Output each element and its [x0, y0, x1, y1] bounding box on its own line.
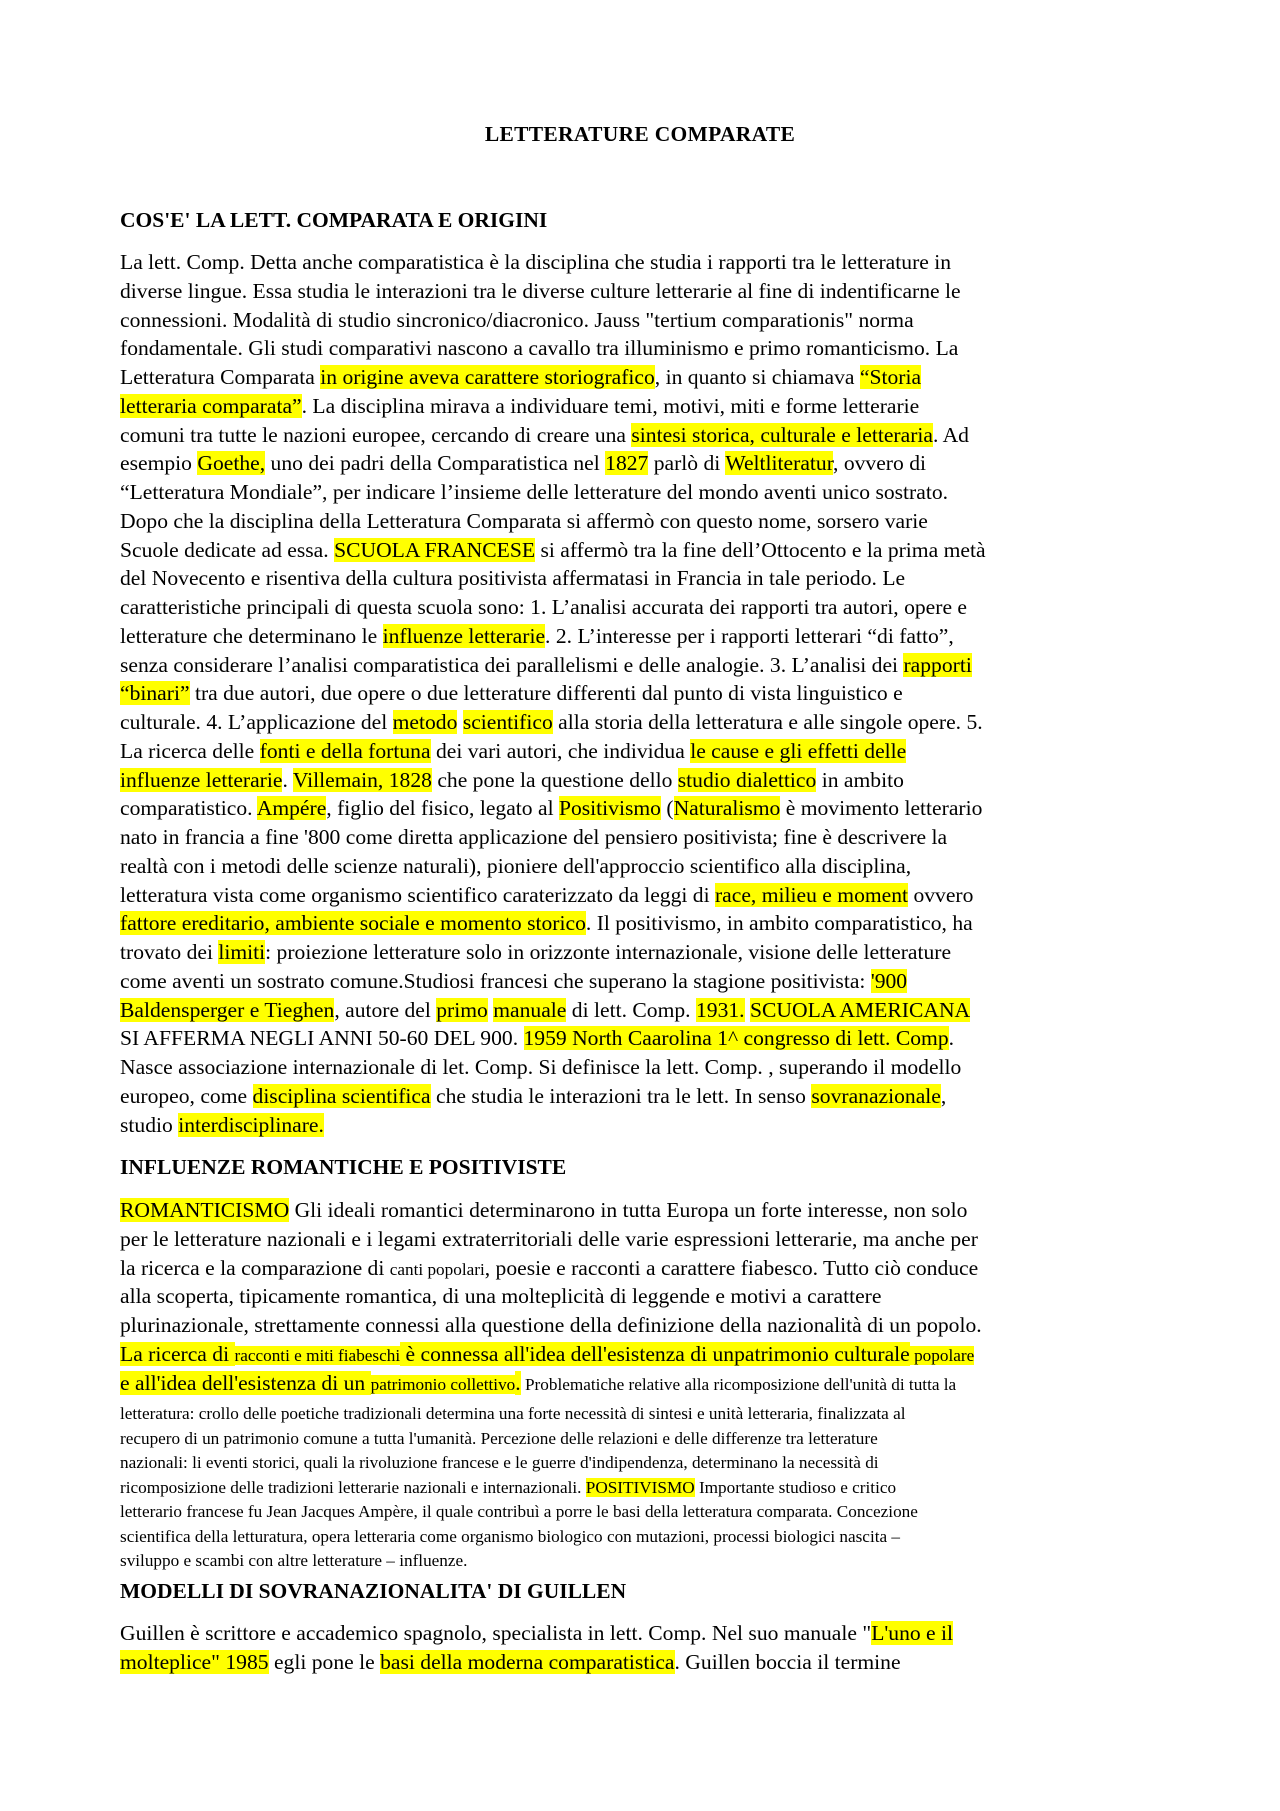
text-run: letterature che determinano le	[120, 623, 383, 648]
section-body-influenze	[120, 1196, 1180, 1397]
highlighted-text: Naturalismo	[673, 796, 781, 821]
highlighted-text: le cause e gli effetti delle	[690, 738, 907, 763]
text-line	[120, 852, 1180, 881]
text-run: nazionali: li eventi storici, quali la rivoluzione francese e le guerre d'indipendenza, determinano la necessità di	[120, 1453, 879, 1472]
highlighted-text: fattore ereditario, ambiente sociale e momento storico	[120, 911, 586, 936]
text-line	[120, 1196, 1180, 1225]
text-run: senza considerare l’analisi comparatistica dei parallelismi e delle analogie. 3. L’analisi dei	[120, 652, 904, 677]
text-run: nato in francia a fine '800 come diretta applicazione del pensiero positivista; fine è descrivere la	[120, 825, 948, 849]
text-line	[120, 564, 1180, 593]
text-run: si affermò tra la fine dell’Ottocento e la prima metà	[535, 537, 986, 562]
text-line	[120, 1648, 1180, 1677]
text-run: . Guillen boccia il termine	[674, 1649, 901, 1674]
text-run: dei vari autori, che individua	[430, 738, 691, 763]
text-line	[120, 651, 1180, 680]
highlighted-text: manuale	[493, 997, 567, 1022]
text-run: studio	[120, 1112, 179, 1137]
text-run	[457, 710, 462, 734]
section-heading-influenze: INFLUENZE ROMANTICHE E POSITIVISTE	[120, 1155, 567, 1179]
highlighted-text: metodo	[392, 710, 458, 734]
text-run: , ovvero di	[833, 451, 926, 476]
text-line	[120, 536, 1180, 565]
text-run: letteratura vista come organismo scientifico caraterizzato da leggi di	[120, 882, 715, 907]
text-run: canti popolari	[389, 1259, 485, 1279]
highlighted-text: sintesi storica, culturale e letteraria	[631, 422, 933, 447]
text-run: , in quanto si chiamava	[654, 365, 860, 389]
text-run: . La disciplina mirava a individuare temi, motivi, miti e forme letterarie	[301, 393, 920, 418]
highlighted-text: e all'idea dell'esistenza di un	[120, 1370, 371, 1395]
text-line	[120, 1451, 1180, 1476]
highlighted-text: scientifico	[462, 710, 553, 734]
section-heading-guillen: MODELLI DI SOVRANAZIONALITA' DI GUILLEN	[120, 1579, 627, 1603]
text-line	[120, 881, 1180, 910]
text-run: La ricerca delle	[120, 738, 260, 763]
text-line	[120, 708, 1180, 737]
highlighted-text: Villemain, 1828	[292, 767, 432, 792]
highlighted-text: race, milieu e moment	[714, 882, 909, 907]
highlighted-text: influenze letterarie	[382, 623, 546, 648]
text-line	[120, 679, 1180, 708]
text-run: tra due autori, due opere o due letterature differenti dal punto di vista linguistico e	[189, 681, 903, 706]
section-heading-origini: COS'E' LA LETT. COMPARATA E ORIGINI	[120, 208, 548, 232]
text-run: europeo, come	[120, 1083, 253, 1108]
highlighted-text: patrimonio collettivo	[370, 1374, 516, 1394]
text-run: plurinazionale, strettamente connessi alla questione della definizione della nazionalità di un popolo.	[120, 1313, 982, 1337]
text-line	[120, 1402, 1180, 1427]
text-line	[120, 1549, 1180, 1574]
text-run: Letteratura Comparata	[120, 365, 321, 389]
text-line	[120, 1254, 1180, 1283]
text-line	[120, 277, 1180, 306]
text-line	[120, 1053, 1180, 1082]
highlighted-text: racconti e miti fiabeschi	[234, 1345, 401, 1365]
highlighted-text: patrimonio culturale	[734, 1341, 910, 1366]
section-body-influenze-small	[120, 1402, 1180, 1574]
highlighted-text: basi della moderna comparatistica	[380, 1649, 675, 1674]
highlighted-text: studio dialettico	[677, 767, 817, 792]
text-line	[120, 593, 1180, 622]
text-line	[120, 737, 1180, 766]
text-run: . 2. L’interesse per i rapporti letterari “di fatto”,	[545, 623, 954, 648]
text-line	[120, 1369, 1180, 1398]
highlighted-text: La ricerca di	[120, 1341, 235, 1366]
text-run: come aventi un sostrato comune.Studiosi francesi che superano la stagione positivista:	[120, 968, 871, 993]
highlighted-text: Ampére	[256, 796, 327, 821]
text-line	[120, 794, 1180, 823]
text-run: Guillen è scrittore e accademico spagnolo, specialista in lett. Comp. Nel suo manuale "	[120, 1621, 872, 1645]
text-run: trovato dei	[120, 940, 219, 964]
highlighted-text: 1959 North Caarolina 1^ congresso di lett. Comp	[523, 1026, 949, 1051]
page-title: LETTERATURE COMPARATE	[484, 122, 796, 146]
highlighted-text: SCUOLA AMERICANA	[749, 997, 971, 1022]
text-run: , autore del	[334, 997, 437, 1022]
text-line	[120, 1427, 1180, 1452]
text-line	[120, 967, 1180, 996]
highlighted-text: ROMANTICISMO	[120, 1198, 290, 1222]
text-run: che pone la questione dello	[431, 767, 678, 792]
highlighted-text: 1827	[605, 451, 649, 476]
text-line	[120, 1311, 1180, 1340]
highlighted-text: disciplina scientifica	[252, 1083, 431, 1108]
text-line	[120, 1340, 1180, 1369]
text-run: . Ad	[932, 422, 969, 447]
text-run: ovvero	[908, 882, 974, 907]
text-run: è movimento letterario	[780, 796, 983, 821]
text-run: letteratura: crollo delle poetiche tradizionali determina una forte necessità di sintesi e unità letteraria, finalizzata al	[120, 1404, 906, 1423]
text-run: culturale. 4. L’applicazione del	[120, 710, 393, 734]
text-run: comuni tra tutte le nazioni europee, cercando di creare una	[120, 422, 632, 447]
text-line	[120, 507, 1180, 536]
text-run: parlò di	[648, 451, 726, 476]
text-run: ricomposizione delle tradizioni letterarie nazionali e internazionali.	[120, 1477, 586, 1497]
text-line	[120, 1082, 1180, 1111]
text-run: egli pone le	[268, 1649, 381, 1674]
text-line	[120, 478, 1180, 507]
text-run: La lett. Comp. Detta anche comparatistica è la disciplina che studia i rapporti tra le letterature in	[120, 250, 952, 274]
highlighted-text: rapporti	[903, 652, 972, 677]
highlighted-text: L'uno e il	[871, 1621, 954, 1645]
highlighted-text: '900	[870, 968, 908, 993]
highlighted-text: Baldensperger e Tieghen	[120, 997, 335, 1022]
text-run: alla storia della letteratura e alle singole opere. 5.	[552, 710, 983, 734]
text-line	[120, 1525, 1180, 1550]
text-line	[120, 1476, 1180, 1501]
text-run: in ambito	[816, 767, 904, 792]
text-run: alla scoperta, tipicamente romantica, di una molteplicità di leggende e motivi a carattere	[120, 1284, 882, 1309]
text-line	[120, 421, 1180, 450]
text-run: per le letterature nazionali e i legami extraterritoriali delle varie espressioni letterarie, ma anche per	[120, 1226, 978, 1251]
text-line	[120, 909, 1180, 938]
section-body-origini	[120, 248, 1180, 1139]
text-line	[120, 1619, 1180, 1648]
text-line	[120, 248, 1180, 277]
text-run: fondamentale. Gli studi comparativi nascono a cavallo tra illuminismo e primo romanticismo. La	[120, 336, 959, 361]
text-run: ,	[940, 1083, 947, 1108]
text-line	[120, 1225, 1180, 1254]
text-line	[120, 1282, 1180, 1311]
text-run: Importante studioso e critico	[694, 1477, 897, 1497]
text-run: connessioni. Modalità di studio sincronico/diacronico. Jauss "tertium comparationis" norma	[120, 307, 914, 332]
text-run: (	[660, 796, 674, 821]
highlighted-text: “Storia	[859, 365, 922, 389]
text-run: esempio	[120, 451, 198, 476]
highlighted-text: fonti e della fortuna	[259, 738, 431, 763]
highlighted-text: sovranazionale	[811, 1083, 941, 1108]
text-run: caratteristiche principali di questa scuola sono: 1. L’analisi accurata dei rapporti tra autori, opere e	[120, 595, 968, 619]
highlighted-text: influenze letterarie	[120, 767, 283, 792]
text-run: che studia le interazioni tra le lett. In senso	[430, 1083, 812, 1108]
text-run: “Letteratura Mondiale”, per indicare l’insieme delle letterature del mondo aventi unico sostrato.	[120, 480, 949, 504]
text-line	[120, 766, 1180, 795]
text-run: SI AFFERMA NEGLI ANNI 50-60 DEL 900.	[120, 1026, 524, 1051]
text-run: Dopo che la disciplina della Letteratura Comparata si affermò con questo nome, sorsero varie	[120, 508, 928, 533]
text-run: .	[282, 767, 293, 792]
text-line	[120, 1500, 1180, 1525]
text-run: .	[948, 1026, 955, 1051]
text-run: letterario francese fu Jean Jacques Ampère, il quale contribuì a porre le basi della letteratura comparata. Concezione	[120, 1502, 918, 1521]
text-run: diverse lingue. Essa studia le interazioni tra le diverse culture letterarie al fine di indentificarne le	[120, 278, 961, 303]
highlighted-text: Weltliteratur	[725, 451, 834, 476]
text-run: recupero di un patrimonio comune a tutta l'umanità. Percezione delle relazioni e delle differenze tra letterature	[120, 1428, 878, 1448]
text-line	[120, 334, 1180, 363]
text-run: : proiezione letterature solo in orizzonte internazionale, visione delle letterature	[265, 940, 952, 964]
text-run: del Novecento e risentiva della cultura positivista affermatasi in Francia in tale periodo. Le	[120, 566, 906, 591]
highlighted-text: letteraria comparata”	[120, 393, 302, 418]
text-line	[120, 938, 1180, 967]
text-line	[120, 823, 1180, 852]
text-line	[120, 1024, 1180, 1053]
text-run: scientifica della letturatura, opera letteraria come organismo biologico con mutazioni, processi biologici nascita –	[120, 1526, 901, 1546]
highlighted-text: POSITIVISMO	[585, 1477, 695, 1497]
highlighted-text: 1931.	[695, 997, 745, 1022]
text-line	[120, 392, 1180, 421]
text-run: uno dei padri della Comparatistica nel	[265, 451, 606, 476]
highlighted-text: Goethe,	[197, 451, 266, 476]
highlighted-text: SCUOLA FRANCESE	[334, 537, 536, 562]
text-line	[120, 363, 1180, 392]
text-run: Scuole dedicate ad essa.	[120, 537, 335, 562]
text-run: . Il positivismo, in ambito comparatistico, ha	[585, 911, 973, 936]
text-run: la ricerca e la comparazione di	[120, 1255, 390, 1280]
highlighted-text: .	[515, 1370, 521, 1395]
section-body-guillen	[120, 1619, 1180, 1677]
text-run: , poesie e racconti a carattere fiabesco. Tutto ciò conduce	[484, 1255, 979, 1280]
highlighted-text: Positivismo	[558, 796, 661, 821]
highlighted-text: primo	[436, 997, 488, 1022]
highlighted-text: in origine aveva carattere storiografico	[320, 365, 655, 389]
text-line	[120, 449, 1180, 478]
highlighted-text: molteplice" 1985	[120, 1649, 269, 1674]
highlighted-text: interdisciplinare.	[178, 1112, 324, 1137]
text-run: Problematiche relative alla ricomposizione dell'unità di tutta la	[520, 1374, 957, 1394]
text-line	[120, 996, 1180, 1025]
highlighted-text: è connessa all'idea dell'esistenza di un	[400, 1341, 735, 1366]
text-line	[120, 1111, 1180, 1140]
text-run: comparatistico.	[120, 796, 257, 821]
text-run: Gli ideali romantici determinarono in tutta Europa un forte interesse, non solo	[289, 1198, 968, 1222]
text-run: di lett. Comp.	[566, 997, 696, 1022]
text-run: realtà con i metodi delle scienze naturali), pioniere dell'approccio scientifico alla disciplina,	[120, 853, 912, 878]
highlighted-text: popolare	[909, 1345, 975, 1365]
text-run: Nasce associazione internazionale di let. Comp. Si definisce la lett. Comp. , superando il modello	[120, 1055, 962, 1079]
text-run: sviluppo e scambi con altre letterature – influenze.	[120, 1551, 468, 1570]
text-line	[120, 622, 1180, 651]
text-line	[120, 306, 1180, 335]
highlighted-text: “binari”	[120, 681, 190, 706]
highlighted-text: limiti	[218, 940, 266, 964]
text-run: , figlio del fisico, legato al	[326, 796, 559, 821]
